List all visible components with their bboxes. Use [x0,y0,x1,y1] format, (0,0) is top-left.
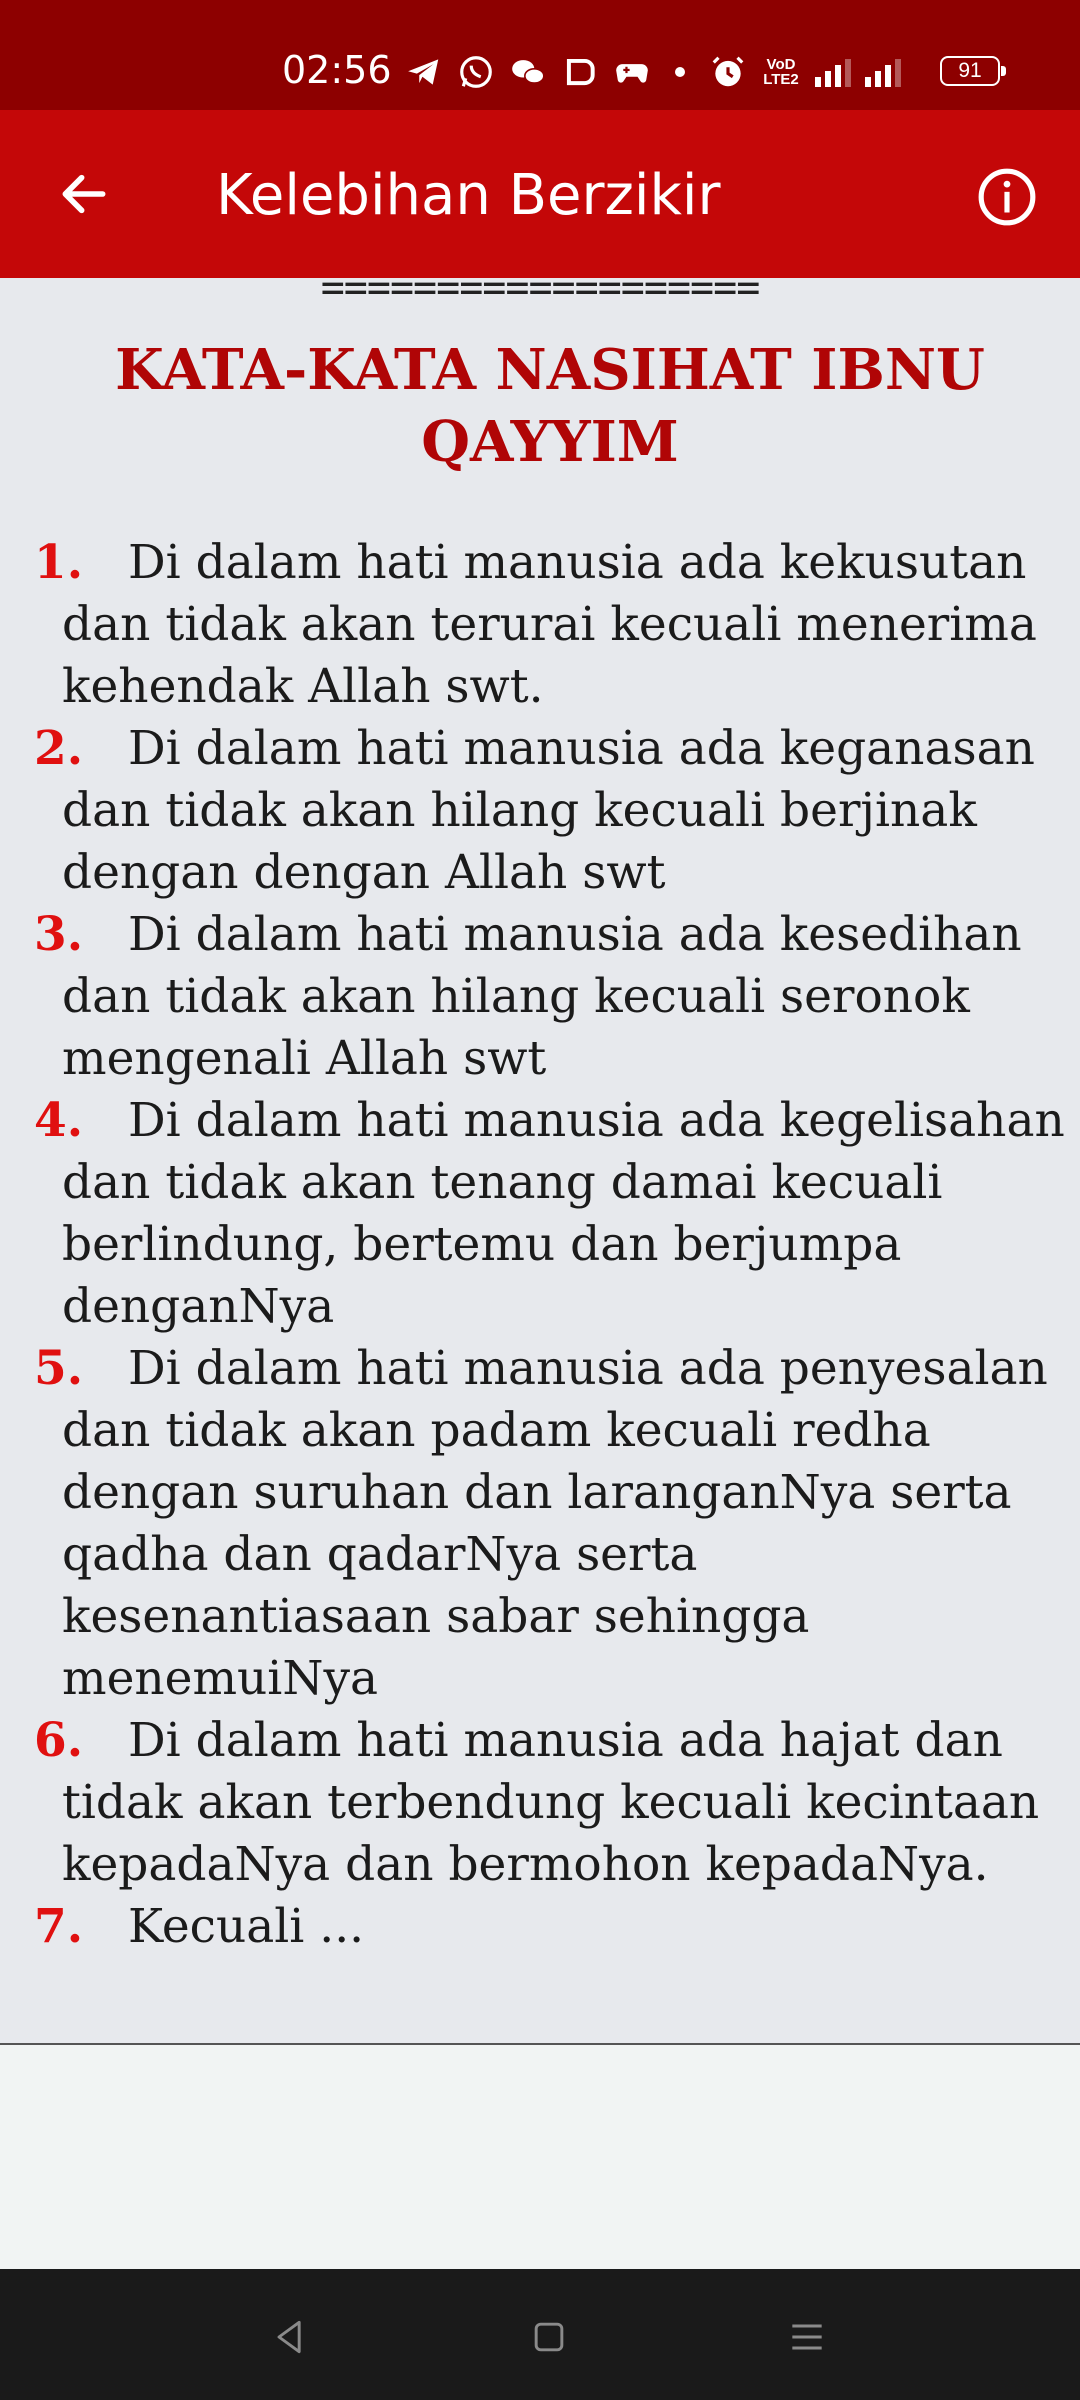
list-item-text: Kecuali ... [128,1899,365,1954]
list-item-text: Di dalam hati manusia ada kesedihan dan tidak akan hilang kecuali seronok mengenali Allah swt [62,907,1022,1086]
recents-menu-icon [785,2315,829,2359]
nav-back-button[interactable] [260,2307,320,2367]
signal-icon [815,57,851,87]
status-time: 02:56 [282,48,392,92]
list-item-text: Di dalam hati manusia ada hajat dan tidak akan terbendung kecuali kecintaan kepadaNya dan bermohon kepadaNya. [62,1713,1040,1892]
telegram-icon [405,53,443,91]
volte-icon: VoD LTE2 [763,56,799,88]
info-button[interactable] [975,165,1039,229]
list-item-text: Di dalam hati manusia ada penyesalan dan tidak akan padam kecuali redha dengan suruhan dan laranganNya serta qadha dan qadarNya serta kesenantiasaan sabar sehingga menemuiNya [62,1341,1048,1706]
list-item-text: Di dalam hati manusia ada keganasan dan tidak akan hilang kecuali berjinak dengan dengan Allah swt [62,721,1035,900]
list-item [34,1896,1074,1958]
article-heading: KATA-KATA NASIHAT IBNU QAYYIM [115,337,985,475]
wechat-icon [509,53,547,91]
app-bar [0,110,1080,278]
whatsapp-icon [457,53,495,91]
back-button[interactable] [50,160,118,228]
list-item [34,1090,1074,1338]
signal-icon [865,57,901,87]
divider-line: =================== [320,278,760,311]
advice-list [34,532,1074,1958]
dot-icon [675,67,685,77]
list-item [34,1710,1074,1896]
back-triangle-icon [268,2315,312,2359]
status-icons [405,50,901,94]
list-item-number: 7. [34,1899,84,1954]
list-item-number: 3. [34,907,84,962]
article-content[interactable] [0,278,1080,2043]
nav-home-button[interactable] [519,2307,579,2367]
list-item [34,718,1074,904]
status-bar [0,0,1080,110]
blank-footer-area [0,2043,1080,2269]
system-nav-bar [0,2269,1080,2400]
list-item [34,904,1074,1090]
battery-icon: 91 [940,56,1000,86]
list-item-number: 5. [34,1341,84,1396]
page-title: Kelebihan Berzikir [216,163,721,228]
info-icon [976,166,1038,228]
list-item [34,1338,1074,1710]
arrow-left-icon [56,166,112,222]
list-item-number: 6. [34,1713,84,1768]
list-item-number: 4. [34,1093,84,1148]
list-item-text: Di dalam hati manusia ada kekusutan dan tidak akan terurai kecuali menerima kehendak Allah swt. [62,535,1037,714]
gamepad-icon [613,53,651,91]
list-item-number: 2. [34,721,84,776]
home-square-icon [527,2315,571,2359]
list-item [34,532,1074,718]
list-item-text: Di dalam hati manusia ada kegelisahan dan tidak akan tenang damai kecuali berlindung, bertemu dan berjumpa denganNya [62,1093,1065,1334]
list-item-number: 1. [34,535,84,590]
alarm-icon [709,53,747,91]
nav-recents-button[interactable] [777,2307,837,2367]
bubble-icon [561,53,599,91]
